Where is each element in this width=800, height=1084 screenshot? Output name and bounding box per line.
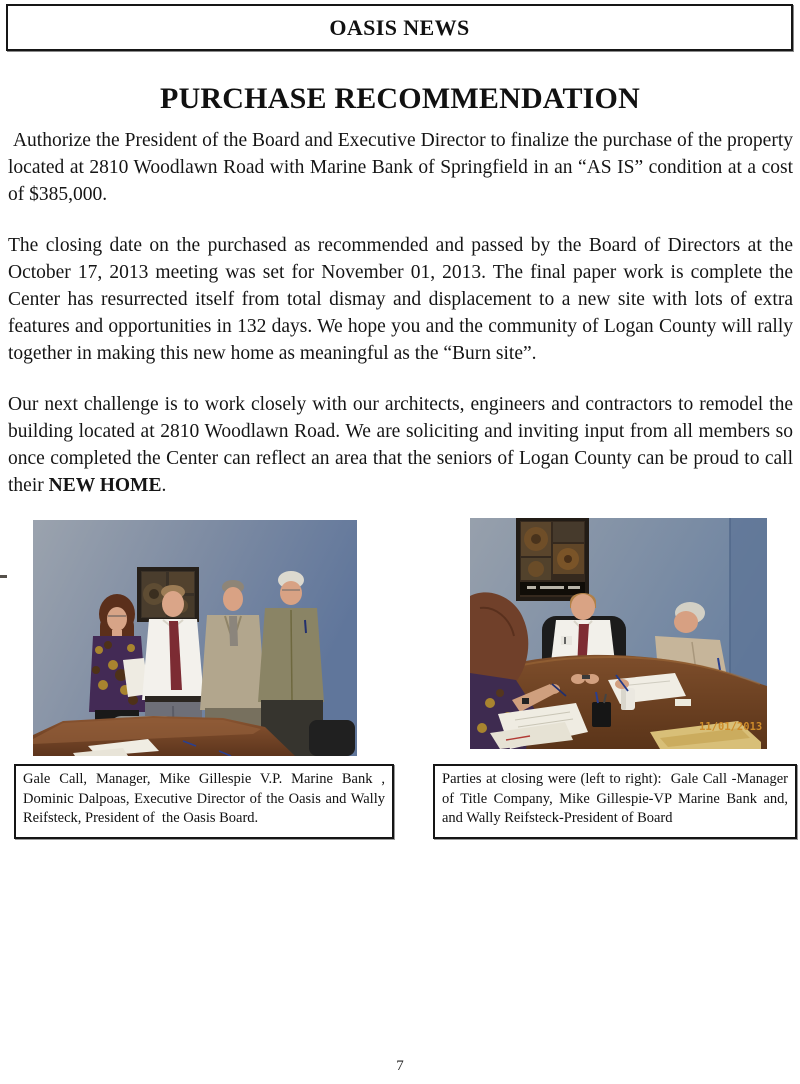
page-number: 7: [396, 1058, 404, 1074]
left-photo-image: [33, 520, 357, 756]
photo-closing-signing: [470, 518, 767, 749]
newsletter-title: OASIS NEWS: [329, 14, 470, 40]
paragraph-authorization: Authorize the President of the Board and Executive Director to finalize the purchase of the property located at 2810 Woodlawn Road with Marine Bank of Springfield in an “AS IS” condition at a cost of $385,000.: [8, 130, 798, 205]
article-title: PURCHASE RECOMMENDATION: [160, 82, 640, 115]
caption-right-photo: Parties at closing were (left to right): Gale Call -Manager of Title Company, Mike Gillespie-VP Marine Bank and, and Wally Reifsteck-President of Board: [433, 764, 797, 839]
new-home-emphasis: NEW HOME: [48, 475, 162, 496]
paragraph-next-challenge: [8, 391, 798, 499]
article-body: [8, 127, 798, 523]
masthead-box: [6, 4, 793, 51]
paragraph-closing-date: The closing date on the purchased as recommended and passed by the Board of Directors at the October 17, 2013 meeting was set for November 01, 2013. The final paper work is complete the Center has resurrected itself from total dismay and displacement to a new site with lots of extra features and opportunities in 132 days. We hope you and the community of Logan County will rally together in making this new home as meaningful as the “Burn site”.: [8, 235, 798, 364]
stray-print-mark: [0, 575, 7, 578]
paragraph-next-challenge-text: Our next challenge is to work closely with our architects, engineers and contractors to remodel the building located at 2810 Woodlawn Road. We are soliciting and inviting input from all members so once completed the Center can reflect an area that the seniors of Logan County can be proud to call their: [8, 394, 798, 496]
photo-date-stamp: 11/01/2013: [699, 721, 763, 733]
paragraph-next-challenge-period: .: [161, 475, 167, 496]
right-photo-image: [470, 518, 767, 749]
photo-group-standing: [33, 520, 357, 756]
caption-left-photo: Gale Call, Manager, Mike Gillespie V.P. Marine Bank , Dominic Dalpoas, Executive Director of the Oasis and Wally Reifsteck, President of the Oasis Board.: [14, 764, 394, 839]
